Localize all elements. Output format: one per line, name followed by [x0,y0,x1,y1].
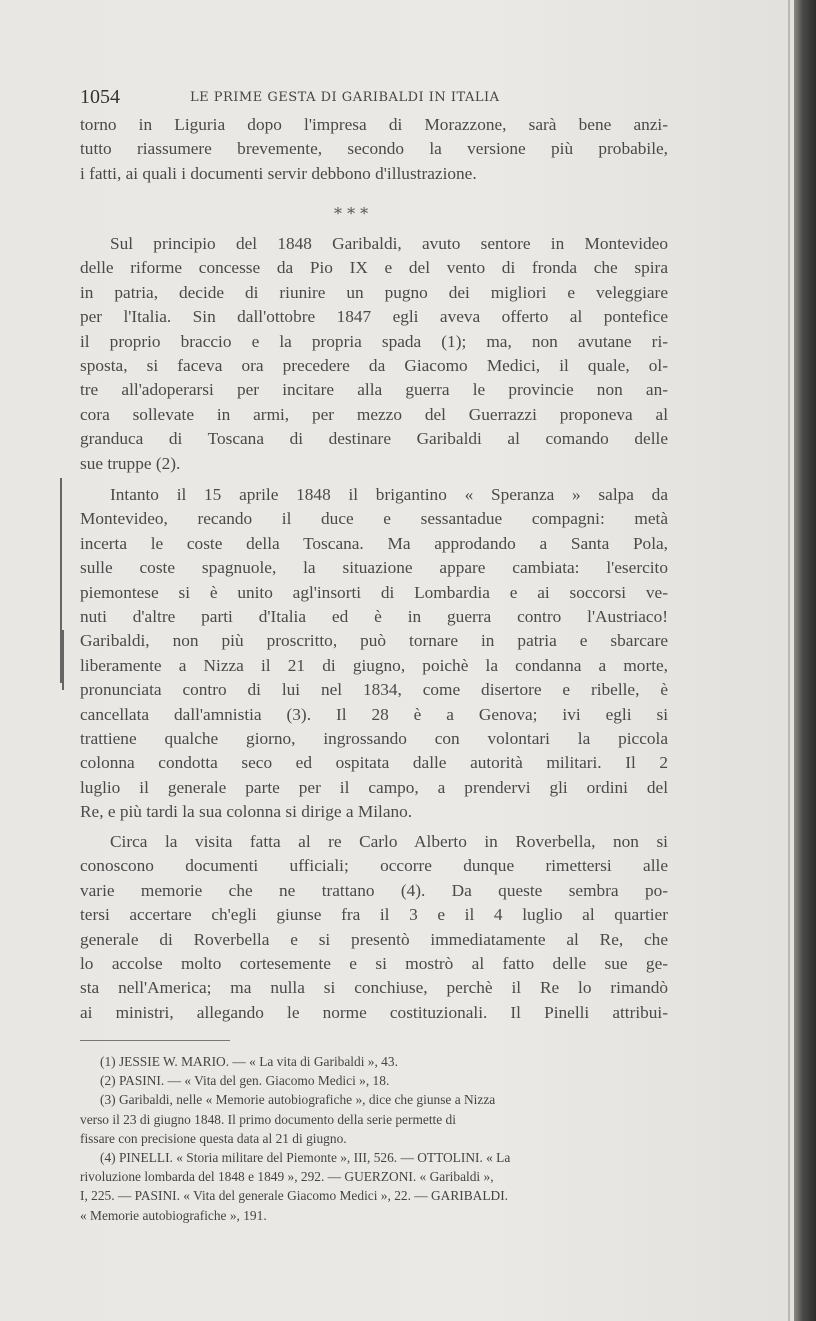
text-line: Circa la visita fatta al re Carlo Alberto in Roverbella, non si [110,832,668,851]
footnote-3: (3) Garibaldi, nelle « Memorie autobiografiche », dice che giunse a Nizza [100,1092,496,1108]
text-line: colonna condotta seco ed ospitata dalle autorità militari. Il 2 [80,753,668,773]
text-line: per l'Italia. Sin dall'ottobre 1847 egli aveva offerto al pontefice [80,307,668,327]
text-line: Intanto il 15 aprile 1848 il brigantino « Speranza » salpa da [110,485,668,504]
footnote-4-cont: « Memorie autobiografiche », 191. [80,1207,267,1223]
text-line: nuti d'altre parti d'Italia ed è in guerra contro l'Austriaco! [80,606,668,626]
footnote-1: (1) JESSIE W. MARIO. — « La vita di Garibaldi », 43. [100,1054,398,1069]
text-line: ai ministri, allegando le norme costituzionali. Il Pinelli attribui- [80,1002,668,1022]
footnote-3-cont: verso il 23 di giugno 1848. Il primo documento della serie permette di [80,1111,456,1127]
footnote-4-cont: I, 225. — PASINI. « Vita del generale Giacomo Medici », 22. — GARIBALDI. [80,1188,509,1204]
text-line: conoscono documenti ufficiali; occorre dunque rimettersi alle [80,856,668,876]
running-title: LE PRIME GESTA DI GARIBALDI IN ITALIA [190,90,500,105]
text-line: Sul principio del 1848 Garibaldi, avuto sentore in Montevideo [110,234,668,253]
text-line: cancellata dall'amnistia (3). Il 28 è a Genova; ivi egli si [80,704,668,724]
page-header [80,86,680,110]
text-line: pronunciata contro di lui nel 1834, come disertore e ribelle, è [80,680,668,700]
text-line: tre all'adoperarsi per incitare alla guerra le provincie non an- [80,380,668,400]
text-line: in patria, decide di riunire un pugno dei migliori e veleggiare [80,282,668,302]
text-line: cora sollevate in armi, per mezzo del Guerrazzi proponeva al [80,404,668,424]
text-line: generale di Roverbella e si presentò immediatamente al Re, che [80,929,668,949]
text-line: sposta, si faceva ora precedere da Giacomo Medici, il quale, ol- [80,355,668,375]
text-line: trattiene qualche giorno, ingrossando con volontari la piccola [80,728,668,748]
text-line: varie memorie che ne trattano (4). Da queste sembra po- [80,880,668,900]
footnote-4: (4) PINELLI. « Storia militare del Piemonte », III, 526. — OTTOLINI. « La [100,1150,511,1166]
text-line: lo accolse molto cortesemente e si mostrò al fatto delle sue ge- [80,953,668,973]
paragraph-2 [80,232,668,476]
footnote-4-cont: rivoluzione lombarda del 1848 e 1849 », 292. — GUERZONI. « Garibaldi », [80,1169,494,1185]
text-line: torno in Liguria dopo l'impresa di Morazzone, sarà bene anzi- [80,115,668,134]
footnote-2: (2) PASINI. — « Vita del gen. Giacomo Medici », 18. [100,1073,390,1089]
text-line: sue truppe (2). [80,453,181,473]
footnote-rule [80,1040,230,1041]
text-line: i fatti, ai quali i documenti servir debbono d'illustrazione. [80,163,477,183]
paragraph-1 [80,113,668,186]
section-separator: * * * [334,204,369,223]
paragraph-4 [80,830,668,1025]
text-line: il proprio braccio e la propria spada (1); ma, non avutane ri- [80,331,668,351]
text-line: tutto riassumere brevemente, secondo la versione più probabile, [80,139,668,159]
text-line: Montevideo, recando il duce e sessantadue compagni: metà [80,509,668,529]
page-fold-line [788,0,790,1321]
text-line: sulle coste spagnuole, la situazione appare cambiata: l'esercito [80,558,668,578]
text-line: Re, e più tardi la sua colonna si dirige a Milano. [80,802,413,822]
footnotes [80,1052,666,1225]
page-number: 1054 [80,86,120,108]
text-line: Garibaldi, non più proscritto, può tornare in patria e sbarcare [80,631,668,651]
text-line: delle riforme concesse da Pio IX e del vento di fronda che spira [80,258,668,278]
text-line: luglio il generale parte per il campo, a prendervi gli ordini del [80,777,668,797]
text-line: piemontese si è unito agl'insorti di Lombardia e ai soccorsi ve- [80,582,668,602]
footnote-3-cont: fissare con precisione questa data al 21 di giugno. [80,1130,347,1146]
margin-mark [62,630,64,690]
text-line: incerta le coste della Toscana. Ma approdando a Santa Pola, [80,533,668,553]
text-line: tersi accertare ch'egli giunse fra il 3 e il 4 luglio al quartier [80,905,668,925]
text-line: granduca di Toscana di destinare Garibaldi al comando delle [80,429,668,449]
text-line: liberamente a Nizza il 21 di giugno, poichè la condanna a morte, [80,655,668,675]
book-binding-edge [794,0,816,1321]
text-line: sta nell'America; ma nulla si conchiuse, perchè il Re lo rimandò [80,978,668,998]
paragraph-3 [80,483,668,824]
